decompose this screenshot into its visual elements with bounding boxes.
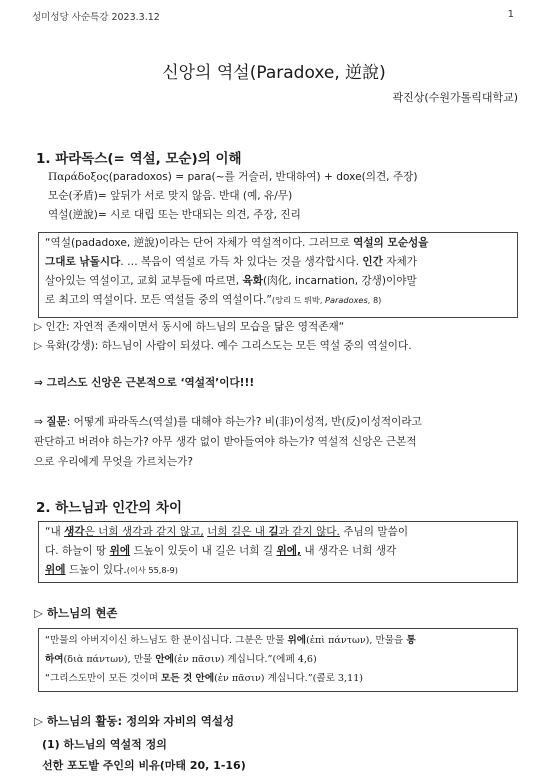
quote-line: “역설(padadoxe, 逆說)이라는 단어 자체가 역설적이다. 그러므로 역설의 모순성을 (45, 237, 429, 249)
quote-box-lubac (38, 232, 518, 318)
conclusion-paradoxical-faith: ⇒ 그리스도 신앙은 근본적으로 ‘역설적’이다!!! (34, 377, 255, 389)
section-1-heading: 1. 파라독스(= 역설, 모순)의 이해 (36, 151, 242, 167)
definition-paradoxos: Παράδοξος(paradoxos) = para(~를 거슬러, 반대하여) + doxe(의견, 주장) (48, 171, 418, 183)
triangle-icon: ▷ (34, 714, 43, 728)
quote-box-ephesians (38, 628, 518, 692)
triangle-icon: ▷ (34, 606, 43, 620)
quote-line: “만물의 아버지이신 하느님도 한 분이십니다. 그분은 만물 위에(ἐπὶ πάντων), 만물을 통 (45, 635, 416, 646)
quote-line: 살아있는 역설이고, 교회 교부들에 따르면, 육화(肉化, incarnation, 강생)이야말 (45, 275, 417, 287)
subsection-item-parable: 선한 포도밭 주인의 비유(마태 20, 1-16) (42, 759, 246, 772)
question-line: ⇒ 질문: 어떻게 파라독스(역설)를 대해야 하는가? 비(非)이성적, 반(反)이성적이라고 (34, 416, 422, 428)
document-title: 신앙의 역설(Paradoxe, 逆說) (162, 63, 386, 83)
subsection-presence: ▷ 하느님의 현존 (34, 606, 118, 620)
page-number: 1 (507, 9, 514, 20)
quote-line: 로 최고의 역설이다. 모든 역설들 중의 역설이다.”(앙리 드 뤼박, Paradoxes, 8) (45, 294, 382, 306)
question-line: 판단하고 버려야 하는가? 아무 생각 없이 받아들여야 하는가? 역설적 신앙은 근본적 (34, 436, 417, 448)
triangle-icon: ▷ (34, 340, 43, 352)
header-text: 성미성당 사순특강 2023.3.12 (32, 12, 160, 23)
section-2-heading: 2. 하느님과 인간의 차이 (36, 500, 182, 516)
subsection-activity: ▷ 하느님의 활동: 정의와 자비의 역설성 (34, 714, 235, 728)
question-line: 으로 우리에게 무엇을 가르치는가? (34, 456, 193, 468)
greek-term: Παράδοξος (48, 171, 109, 183)
author: 곽진상(수원가톨릭대학교) (392, 91, 518, 104)
definition-paradox: 역설(逆說)= 시로 대립 또는 반대되는 의견, 주장, 진리 (48, 209, 301, 221)
quote-line: “내 생각은 너희 생각과 같지 않고, 너희 길은 내 길과 같지 않다. 주님의 말씀이 (45, 526, 409, 538)
triangle-icon: ▷ (34, 321, 43, 333)
double-arrow-icon: ⇒ (34, 416, 43, 428)
quote-line: “그리스도만이 모든 것이며 모든 것 안에(ἐν πᾶσιν) 계십니다.”(콜로 3,11) (45, 673, 364, 684)
quote-line: 위에 드높이 있다.(이사 55,8-9) (45, 564, 178, 576)
note-incarnation: ▷ 육화(강생): 하느님이 사람이 되셨다. 예수 그리스도는 모든 역설 중의 역설이다. (34, 340, 412, 352)
quote-line: 다. 하늘이 땅 위에 드높이 있듯이 내 길은 너희 길 위에, 내 생각은 너희 생각 (45, 545, 397, 557)
subsection-item-justice: (1) 하느님의 역설적 정의 (42, 738, 167, 751)
double-arrow-icon: ⇒ (34, 377, 43, 389)
quote-box-isaiah (38, 521, 518, 583)
quote-line: 하여(διὰ πάντων), 만물 안에(ἐν πᾶσιν) 계십니다.”(에페 4,6) (45, 654, 317, 665)
note-human: ▷ 인간: 자연적 존재이면서 동시에 하느님의 모습을 닮은 영적존재“ (34, 321, 345, 333)
quote-line: 그대로 낚돌시다. … 복음이 역설로 가득 차 있다는 것을 생각합시다. 인간 자체가 (45, 256, 417, 268)
definition-contradiction: 모순(矛盾)= 앞뒤가 서로 맞지 않음. 반대 (예, 유/무) (48, 190, 293, 202)
